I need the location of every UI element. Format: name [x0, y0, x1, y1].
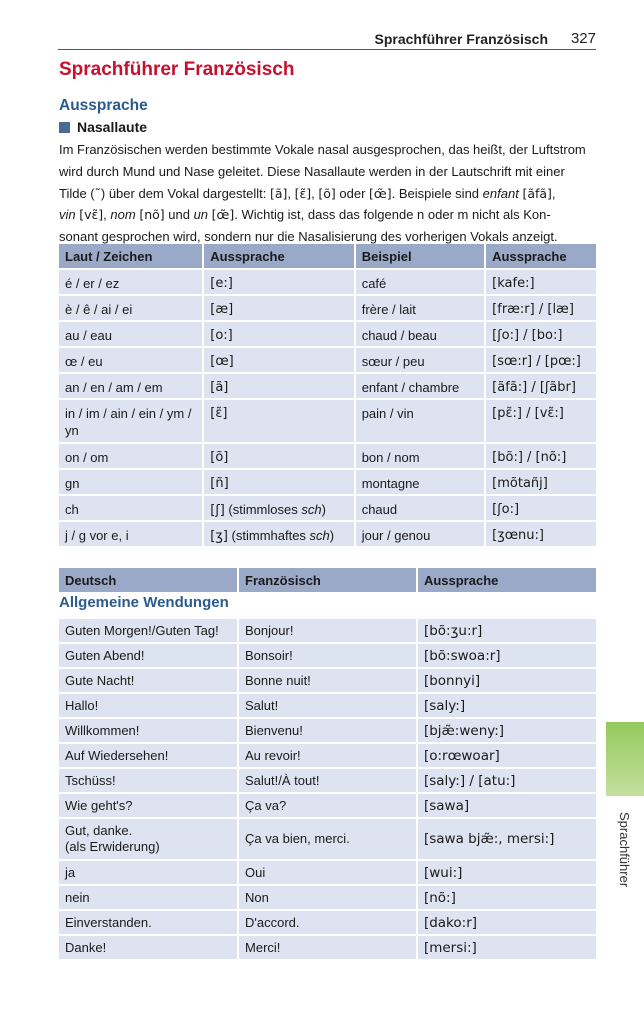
example-ipa-cell: [ʃo:] [486, 496, 596, 520]
example-ipa-cell: [mõtañj] [486, 470, 596, 494]
sound-cell: é / er / ez [59, 270, 202, 294]
paragraph-line [59, 139, 596, 161]
example-cell: pain / vin [356, 400, 484, 442]
german-cell: Willkommen! [59, 719, 237, 742]
ipa-cell: [sawa] [418, 794, 596, 817]
example-cell: bon / nom [356, 444, 484, 468]
table-row [59, 296, 596, 320]
german-cell: Hallo! [59, 694, 237, 717]
table-row [59, 644, 596, 667]
example-cell: jour / genou [356, 522, 484, 546]
pronunciation-table [57, 242, 598, 548]
ipa-cell: [sawa bjæ̃:, mersi:] [418, 819, 596, 859]
german-cell: Gute Nacht! [59, 669, 237, 692]
column-header: Beispiel [356, 244, 484, 268]
german-cell: Wie geht's? [59, 794, 237, 817]
ipa-cell: [wui:] [418, 861, 596, 884]
ipa-cell: [e:] [204, 270, 353, 294]
table-row [59, 522, 596, 546]
table-row [59, 669, 596, 692]
ipa-cell: [ã] [204, 374, 353, 398]
ipa-note-italic: sch [309, 528, 330, 543]
ipa-cell: [bõ:ʒu:r] [418, 619, 596, 642]
french-cell: Oui [239, 861, 416, 884]
page-number: 327 [570, 30, 596, 47]
separator: , [551, 185, 556, 201]
table-row [59, 744, 596, 767]
ipa-symbol: [ʃ] [210, 503, 225, 518]
sound-cell: j / g vor e, i [59, 522, 202, 546]
ipa-cell: [mersi:] [418, 936, 596, 959]
chapter-thumb-tab [606, 722, 644, 796]
french-cell: Bonsoir! [239, 644, 416, 667]
example-cell: chaud / beau [356, 322, 484, 346]
example-cell: montagne [356, 470, 484, 494]
table-row [59, 470, 596, 494]
line-text: ) über dem Vokal dargestellt: [100, 185, 270, 201]
sound-cell: in / im / ain / ein / ym / yn [59, 400, 202, 442]
ipa-cell: [ñ] [204, 470, 353, 494]
phrases-table [57, 617, 598, 961]
phonetic-symbol: [nõ] [139, 207, 165, 223]
separator: , [311, 185, 319, 201]
line-text: . Wichtig ist, dass das folgende n oder m nicht als Kon- [234, 207, 551, 223]
table-row [59, 322, 596, 346]
ipa-cell: [ɛ̃] [204, 400, 353, 442]
ipa-cell: [bonnyi] [418, 669, 596, 692]
german-cell: Guten Morgen!/Guten Tag! [59, 619, 237, 642]
line-text: Im Französischen werden bestimmte Vokale nasal ausgesprochen, das heißt, der Luftstrom [59, 142, 586, 157]
square-bullet-icon [59, 122, 70, 133]
separator: , [103, 207, 111, 223]
separator: , [287, 185, 295, 201]
table-row [59, 374, 596, 398]
phonetic-symbol: [ãfã] [522, 185, 552, 201]
example-ipa-cell: [sœ:r] / [pœ:] [486, 348, 596, 372]
example-ipa-cell: [ʃo:] / [bo:] [486, 322, 596, 346]
phonetic-symbol: [õ] [318, 185, 336, 201]
ipa-note-italic: sch [301, 502, 322, 517]
ipa-note: (stimmhaftes [227, 528, 310, 543]
french-cell: Au revoir! [239, 744, 416, 767]
french-cell: Bonjour! [239, 619, 416, 642]
table-row [59, 936, 596, 959]
german-cell: ja [59, 861, 237, 884]
paragraph-line [59, 161, 596, 183]
ipa-cell: [œ] [204, 348, 353, 372]
example-word: vin [59, 207, 76, 223]
french-cell: Merci! [239, 936, 416, 959]
ipa-symbol: [ʒ] [210, 529, 228, 544]
ipa-cell: [saly:] [418, 694, 596, 717]
example-word: enfant [482, 185, 519, 201]
german-cell: Danke! [59, 936, 237, 959]
running-header [58, 30, 596, 50]
table-header-row [59, 244, 596, 268]
example-cell: chaud [356, 496, 484, 520]
table-header-row [59, 568, 596, 592]
french-cell: Salut! [239, 694, 416, 717]
german-cell: Einverstanden. [59, 911, 237, 934]
ipa-cell [204, 496, 353, 520]
ipa-cell [204, 522, 353, 546]
example-ipa-cell: [pɛ̃:] / [vɛ̃:] [486, 400, 596, 442]
ipa-note: (stimmloses [224, 502, 302, 517]
phrases-table-header [57, 566, 598, 594]
example-word: nom [110, 207, 136, 223]
german-cell: Tschüss! [59, 769, 237, 792]
phonetic-symbol: [ɛ̃] [294, 185, 312, 201]
example-cell: café [356, 270, 484, 294]
running-title: Sprachführer Französisch [374, 31, 548, 47]
column-header: Französisch [239, 568, 416, 592]
example-cell: sœur / peu [356, 348, 484, 372]
ipa-note: ) [329, 528, 335, 543]
phonetic-symbol: [vɛ̃] [79, 207, 104, 223]
sound-cell: è / ê / ai / ei [59, 296, 202, 320]
column-header: Aussprache [204, 244, 353, 268]
side-chapter-label: Sprachführer [617, 812, 632, 888]
table-row [59, 886, 596, 909]
ipa-note: ) [321, 502, 326, 517]
french-cell: Ça va? [239, 794, 416, 817]
table-row [59, 769, 596, 792]
example-word: un [193, 207, 209, 223]
phonetic-symbol: [œ̃] [369, 185, 392, 201]
line-text: wird durch Mund und Nase geleitet. Diese Nasallaute werden in der Lautschrift mit einer [59, 163, 565, 179]
ipa-cell: [nõ:] [418, 886, 596, 909]
tilde-symbol: ˜ [94, 185, 101, 201]
ipa-cell: [o:] [204, 322, 353, 346]
table-row [59, 444, 596, 468]
column-header: Deutsch [59, 568, 237, 592]
line-text: sonant gesprochen wird, sondern nur die Nasalisierung des vorherigen Vokals anzeigt. [59, 229, 558, 245]
sound-cell: gn [59, 470, 202, 494]
example-ipa-cell: [kafe:] [486, 270, 596, 294]
sound-cell: on / om [59, 444, 202, 468]
french-cell: D'accord. [239, 911, 416, 934]
column-header: Laut / Zeichen [59, 244, 202, 268]
german-cell [59, 819, 237, 859]
example-ipa-cell: [ãfã:] / [ʃãbr] [486, 374, 596, 398]
sound-cell: œ / eu [59, 348, 202, 372]
paragraph-line [59, 204, 596, 226]
table-row [59, 794, 596, 817]
german-cell: Auf Wiedersehen! [59, 744, 237, 767]
line-text: und [164, 207, 194, 223]
table-row [59, 819, 596, 859]
ipa-cell: [dako:r] [418, 911, 596, 934]
french-cell: Bonne nuit! [239, 669, 416, 692]
french-cell: Bienvenu! [239, 719, 416, 742]
table-row [59, 694, 596, 717]
line-text: . Beispiele sind [391, 185, 483, 201]
ipa-cell: [saly:] / [atu:] [418, 769, 596, 792]
ipa-cell: [o:rœwoar] [418, 744, 596, 767]
paragraph-line [59, 183, 596, 205]
german-text: Gut, danke. [65, 823, 133, 838]
german-cell: nein [59, 886, 237, 909]
table-row [59, 911, 596, 934]
ipa-cell: [õ] [204, 444, 353, 468]
subsection-title: Nasallaute [77, 119, 148, 135]
table-row [59, 861, 596, 884]
example-cell: enfant / chambre [356, 374, 484, 398]
intro-paragraph [59, 139, 596, 248]
chapter-title: Sprachführer Französisch [59, 59, 295, 80]
table-row [59, 496, 596, 520]
german-cell: Guten Abend! [59, 644, 237, 667]
column-header: Aussprache [418, 568, 596, 592]
example-ipa-cell: [bõ:] / [nõ:] [486, 444, 596, 468]
column-header: Aussprache [486, 244, 596, 268]
german-note: (als Erwiderung) [65, 839, 160, 854]
phonetic-symbol: [œ̃] [211, 207, 235, 223]
table-row [59, 400, 596, 442]
sound-cell: ch [59, 496, 202, 520]
ipa-cell: [bõ:swoa:r] [418, 644, 596, 667]
french-cell: Salut!/À tout! [239, 769, 416, 792]
ipa-cell: [bjæ̃:weny:] [418, 719, 596, 742]
line-text: Tilde ( [59, 185, 95, 201]
example-cell: frère / lait [356, 296, 484, 320]
line-text: oder [335, 185, 370, 201]
table-row [59, 719, 596, 742]
example-ipa-cell: [ʒœnu:] [486, 522, 596, 546]
french-cell: Ça va bien, merci. [239, 819, 416, 859]
sound-cell: au / eau [59, 322, 202, 346]
ipa-cell: [æ] [204, 296, 353, 320]
example-ipa-cell: [fræ:r] / [læ] [486, 296, 596, 320]
french-cell: Non [239, 886, 416, 909]
phrases-group-title: Allgemeine Wendungen [59, 594, 229, 611]
sound-cell: an / en / am / em [59, 374, 202, 398]
table-row [59, 348, 596, 372]
section-title: Aussprache [59, 97, 148, 114]
table-row [59, 619, 596, 642]
table-row [59, 270, 596, 294]
phonetic-symbol: [ã] [269, 185, 288, 201]
